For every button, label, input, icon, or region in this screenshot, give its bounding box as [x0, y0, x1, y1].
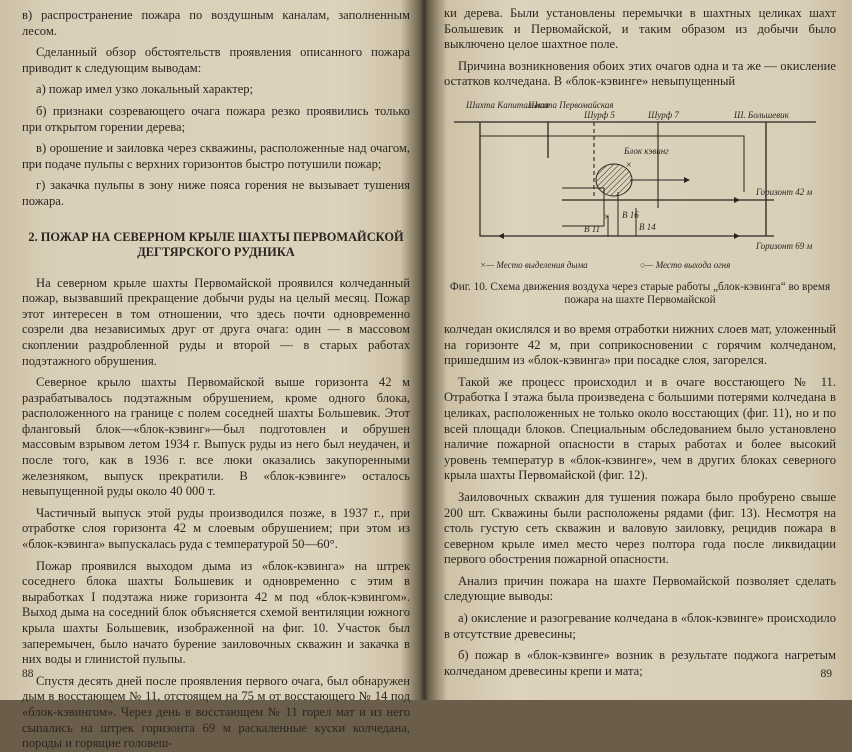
arrowhead	[498, 233, 504, 239]
section-heading: 2. ПОЖАР НА СЕВЕРНОМ КРЫЛЕ ШАХТЫ ПЕРВОМАЙСКОЙ ДЕГТЯРСКОГО РУДНИКА	[28, 229, 404, 259]
paragraph: г) закачка пульпы в зону ниже пояса горения не вызывает тушения пожара.	[22, 178, 410, 208]
paragraph: ки дерева. Были установлены перемычки в шахтных целиках шахт Большевик и Первомайской, и таким образом из добычи было выключено целое шахтное поле.	[444, 6, 836, 52]
right-page	[432, 0, 852, 700]
paragraph: Пожар проявился выходом дыма из «блок-кэвинга» на штрек соседнего блока шахты Большевик и одновременно с этим в выработках I подэтажа ниже горизонта 42 м под «блок-кэвингом». Выход дыма на соседний блок объясняется схемой вентиляции южного крыла шахты Большевик, изображенной на фиг. 10. Участок был заперемычен, было начато бурение заиловочных скважин и закачка в них воды и глинистой пульпы.	[22, 558, 410, 667]
paragraph: Сделанный обзор обстоятельств проявления описанного пожара приводит к следующим выводам:	[22, 45, 410, 75]
paragraph: Причина возникновения обоих этих очагов одна и та же — окисление остатков колчедана. В «блок-кэвинге» невыпущенный	[444, 58, 836, 89]
paragraph: Северное крыло шахты Первомайской выше горизонта 42 м разрабатывалось подэтажным обрушением, кроме одного блока, расположенного на границе с полем соседней шахты Большевик. Этот фланговый блок—«блок-кэвинг»—был подготовлен и обрушен массовым взрывом летом 1934 г. Выпуск руды из него был неудачен, и после того, как в 1936 г. все люки оказались закупоренными железняком, выпуск прекратили. В «блок-кэвинге» осталось невыпущенной руды около 40 000 т.	[22, 375, 410, 499]
smoke-mark: ×	[626, 159, 632, 171]
label-v11: В 11	[584, 223, 601, 234]
smoke-mark: ×	[604, 211, 610, 223]
arrowhead	[734, 233, 740, 239]
page-number: 88	[22, 668, 34, 680]
label-shurf7: Шурф 7	[648, 109, 679, 120]
label-shaft-kapitalnaya: Шахта Капитальная	[466, 99, 549, 110]
label-shaft-pervomayskaya: Шахта Первомайская	[528, 99, 614, 110]
paragraph: а) окисление и разогревание колчедана в «блок-кэвинге» происходило в отсутствие древесины;	[444, 611, 836, 641]
paragraph: в) распространение пожара по воздушным каналам, заполненным лесом.	[22, 8, 410, 38]
paragraph: б) признаки созревающего очага пожара резко проявились только при открытом горении дерева;	[22, 103, 410, 134]
ventilation-diagram	[444, 96, 836, 274]
label-shaft-bolshevik: Ш. Большевик	[734, 109, 789, 120]
arrowhead	[684, 177, 690, 183]
label-shurf5: Шурф 5	[584, 109, 615, 120]
label-blok-keving: Блок кэвинг	[624, 145, 669, 156]
paragraph: колчедан окислялся и во время отработки нижних слоев мат, уложенный на горизонте 42 м, при соприкосновении с горячим колчеданом, пришедшим из «блок-кэвинга» при посадке слоя, загорелся.	[444, 321, 836, 368]
label-v14: В 14	[639, 221, 656, 232]
legend-exit: ○— Место выхода огня	[640, 259, 731, 270]
paragraph: Спустя десять дней после проявления первого очага, был обнаружен дым в восстающем № 11, отстоящем на 75 м от восстающего № 14 под «блок-кэвингом». Через день в восстающем № 11 горел мат и из него сыпались на штрек горизонта 69 м раскаленные куски колчедана, породы и горящие головеш-	[22, 673, 410, 751]
paragraph: б) пожар в «блок-кэвинге» возник в результате поджога нагретым колчеданом древесины крепи и мата;	[444, 648, 836, 678]
paragraph: Частичный выпуск этой руды производился позже, в 1937 г., при отработке слоя горизонта 42 м слоевым обрушением; при этом из «блок-кэвинга» выпускалась руда с температурой 50—60°.	[22, 505, 410, 552]
paragraph: Заиловочных скважин для тушения пожара было пробурено свыше 200 шт. Скважины были расположены рядами (фиг. 13). Несмотря на столь густую сеть скважин и валовую заиловку, рецидив пожара в северном крыле имел место через полтора года после ликвидации первого обострения пожарной опасности.	[444, 489, 836, 567]
figure-caption: Фиг. 10. Схема движения воздуха через старые работы „блок-кэвинга“ во время пожара на шахте Первомайской	[449, 280, 831, 307]
left-page	[0, 0, 420, 751]
figure-10	[444, 96, 836, 308]
page-number: 89	[820, 668, 832, 680]
paragraph: На северном крыле шахты Первомайской проявился колчеданный пожар, вызвавший прекращение добычи руды на целый месяц. Пожар этот интересен в том отношении, что здесь почти одновременно созрели два независимых друг от друга очага: один — в массовом скоплении раздробленной руды и второй — в старых работах подэтажного обрушения.	[22, 275, 410, 368]
paragraph: Такой же процесс происходил и в очаге восстающего № 11. Отработка I этажа была произведена с большими потерями колчедана в целиках, расположенных не только около восстающих (фиг. 11), но и по всей площади блоков. Специальным обследованием было установлено наличие пожарной опасности в старых работах и более высокий уровень температур в «блок-кэвинге», чем в других блоках северного крыла шахты Первомайской (фиг. 12).	[444, 374, 836, 483]
paragraph: а) пожар имел узко локальный характер;	[36, 82, 254, 97]
label-v16: В 16	[622, 209, 639, 220]
paragraph: в) орошение и заиловка через скважины, расположенные над очагом, при подаче пульпы с верхних горизонтов быстро потушили пожар;	[22, 141, 410, 171]
inner-working	[562, 188, 604, 226]
paragraph: Анализ причин пожара на шахте Первомайской позволяет сделать следующие выводы:	[444, 573, 836, 604]
label-horizon69: Горизонт 69 м	[756, 240, 813, 251]
label-horizon42: Горизонт 42 м	[756, 186, 813, 197]
arrowhead	[734, 197, 740, 203]
legend-smoke: ×— Место выделения дыма	[480, 259, 588, 270]
